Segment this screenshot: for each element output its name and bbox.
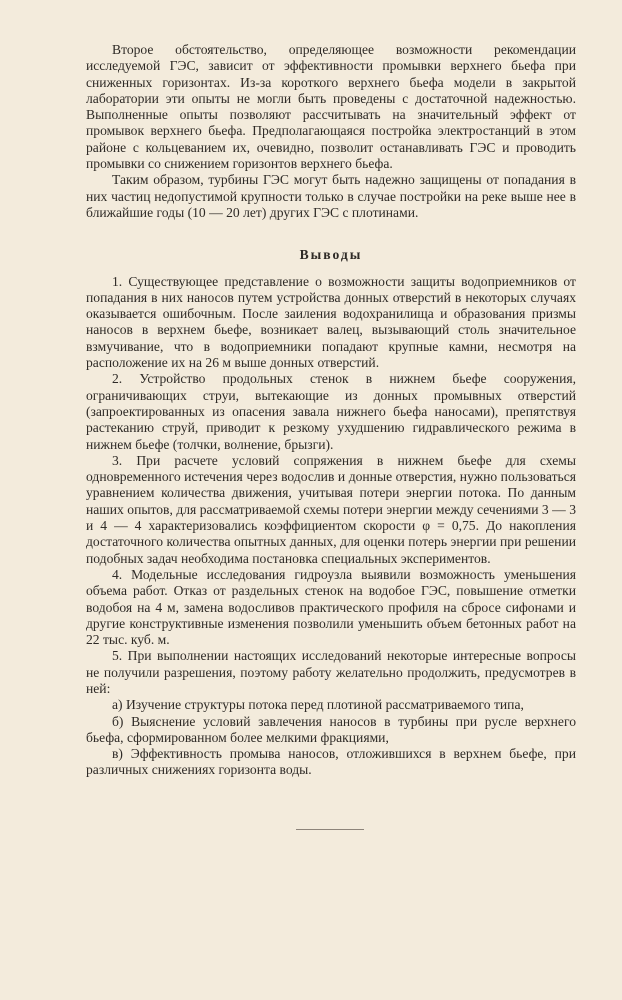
conclusion-item: 4. Модельные исследования гидроузла выявили возможность уменьшения объема работ. Отказ от раздельных стенок на водобое ГЭС, повышение отметки водобоя на 4 м, замена водосливов практического профиля на сбросе сифонами и другие конструктивные изменения позволили уменьшить объем бетонных работ на 22 тыс. куб. м. <box>86 566 576 648</box>
conclusion-sub-item: в) Эффективность промыва наносов, отложившихся в верхнем бьефе, при различных снижениях горизонта воды. <box>86 746 576 778</box>
conclusion-sub-item: б) Выяснение условий завлечения наносов в турбины при русле верхнего бьефа, сформированном более мелкими фракциями, <box>86 713 576 745</box>
conclusion-item: 2. Устройство продольных стенок в нижнем бьефе сооружения, ограничивающих струи, вытекающие из донных промывных отверстий (запроектированных из опасения завала нижнего бьефа наносами), препятствуя растеканию струй, приводит к резкому ухудшению гидравлического режима в нижнем бьефе (толчки, волнение, брызги). <box>86 371 576 452</box>
section-spacer <box>86 221 576 247</box>
conclusion-item: 5. При выполнении настоящих исследований некоторые интересные вопросы не получили разрешения, поэтому работу желательно продолжить, предусмотрев в ней: <box>86 648 576 696</box>
conclusion-item: 3. При расчете условий сопряжения в нижнем бьефе для схемы одновременного истечения через водослив и донные отверстия, нужно пользоваться уравнением количества движения, учитывая потери энергии потока. По данным наших опытов, для рассматриваемой схемы потери энергии между сечениями 3 — 3 и 4 — 4 характеризовались коэффициентом скорости φ = 0,75. До накопления достаточного количества опытных данных, для оценки потерь энергии при решении подобных задач необходима постановка специальных экспериментов. <box>86 452 576 566</box>
intro-paragraph: Таким образом, турбины ГЭС могут быть надежно защищены от попадания в них частиц недопустимой крупности только в случае постройки на реке выше нее в ближайшие годы (10 — 20 лет) других ГЭС с плотинами. <box>86 172 576 220</box>
text-body <box>86 42 576 779</box>
conclusions-heading: Выводы <box>299 247 363 263</box>
conclusion-item: 1. Существующее представление о возможности защиты водоприемников от попадания в них наносов путем устройства донных отверстий в некоторых случаях оказывается ошибочным. После заиления водохранилища и образования призмы наносов в верхнем бьефе, возникает валец, вызывающий столь значительное взмучивание, что в водоприемники попадают крупные камни, несмотря на расположение их на 26 м выше донных отверстий. <box>86 273 576 371</box>
end-divider <box>296 829 364 830</box>
conclusion-sub-item: а) Изучение структуры потока перед плотиной рассматриваемого типа, <box>112 697 524 713</box>
intro-paragraph: Второе обстоятельство, определяющее возможности рекомендации исследуемой ГЭС, зависит от эффективности промывки верхнего бьефа при сниженных горизонтах. Из-за короткого верхнего бьефа модели в закрытой лаборатории эти опыты не могли быть проведены с достаточной надежностью. Выполненные опыты позволяют рассчитывать на значительный эффект от промывок верхнего бьефа. Предполагающаяся постройка электростанций в этом районе с кольцеванием их, очевидно, позволит останавливать ГЭС и проводить промывки со снижением горизонтов верхнего бьефа. <box>86 42 576 172</box>
